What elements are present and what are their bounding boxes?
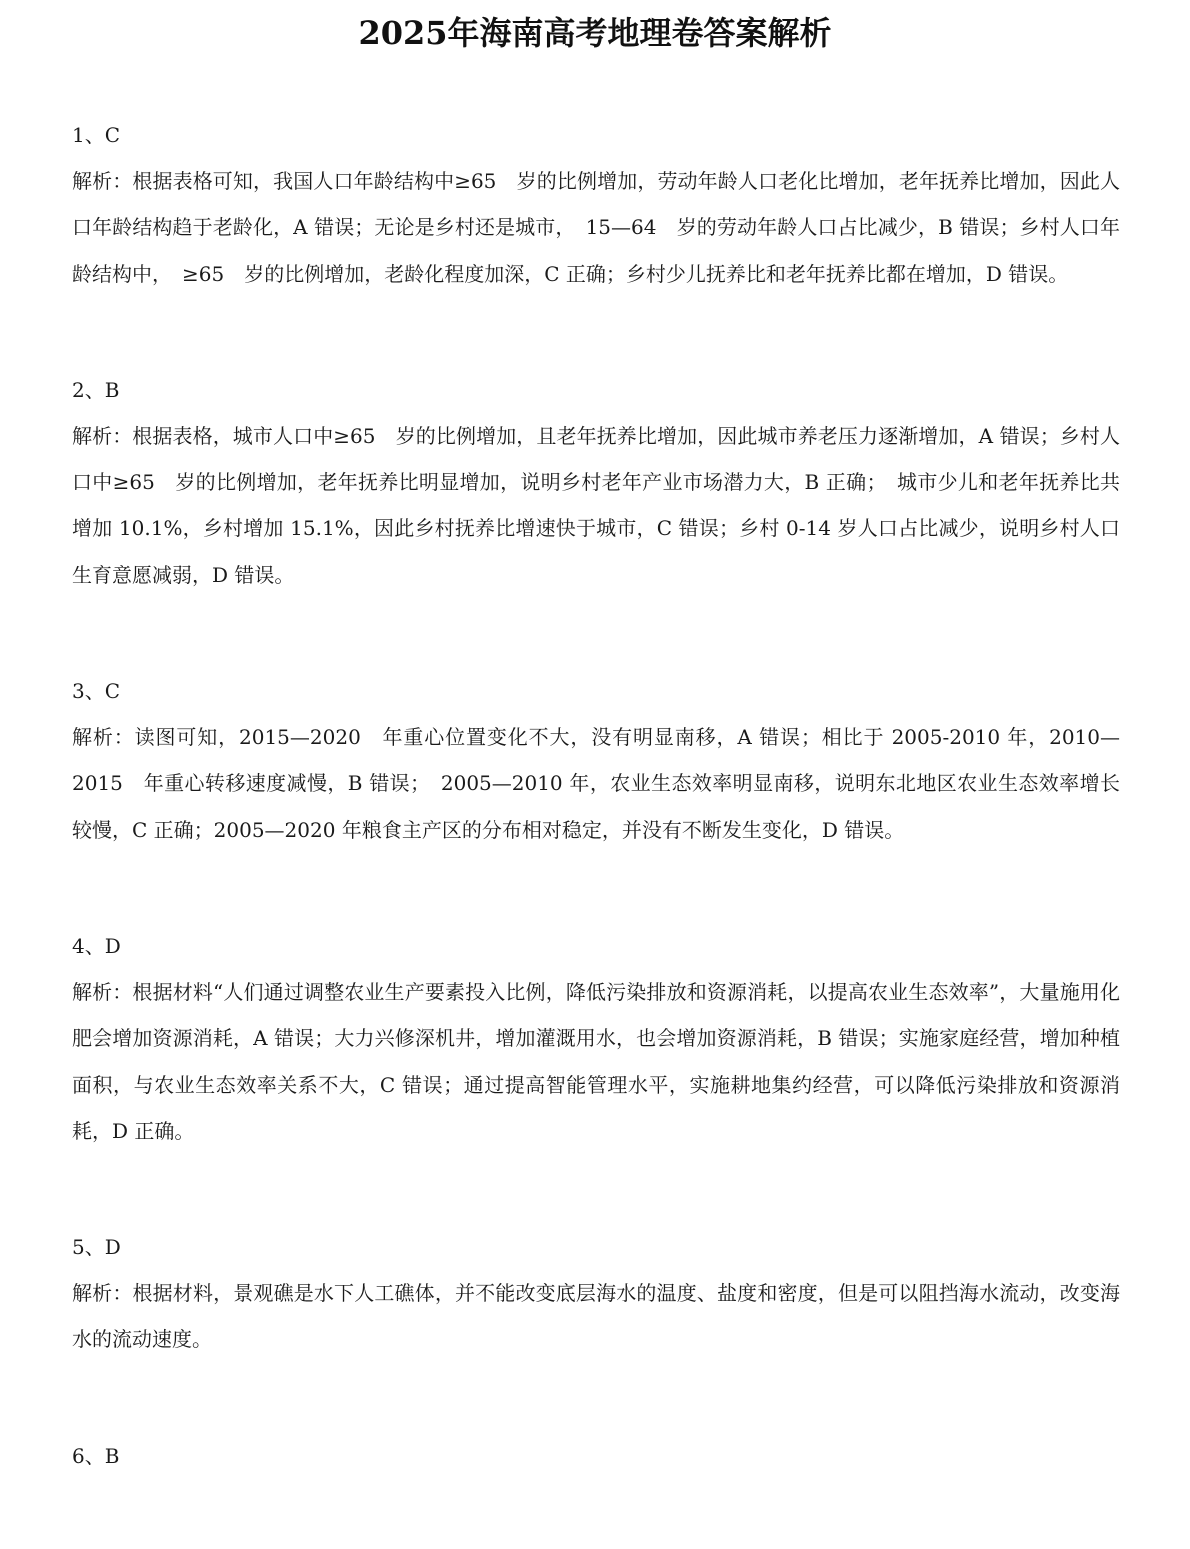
answer-analysis: 解析：根据材料“人们通过调整农业生产要素投入比例，降低污染排放和资源消耗，以提高农业生态效率”，大量施用化肥会增加资源消耗，A 错误；大力兴修深机井，增加灌溉用水，也会增加资源消耗，B 错误；实施家庭经营，增加种植面积，与农业生态效率关系不大，C 错误；通过提高智能管理水平，实施耕地集约经营，可以降低污染排放和资源消耗，D 正确。 [72,979,1120,1143]
answer-number: 4、D [72,933,121,958]
answer-item-4 [72,923,1120,1154]
answer-analysis: 解析：根据材料，景观礁是水下人工礁体，并不能改变底层海水的温度、盐度和密度，但是可以阻挡海水流动，改变海水的流动速度。 [72,1281,1120,1352]
answer-number: 5、D [72,1235,121,1260]
answer-number: 6、B [72,1443,120,1468]
answer-item-3 [72,668,1120,853]
answer-item-5 [72,1224,1120,1363]
answer-item-2 [72,367,1120,598]
answer-list [72,112,1120,1549]
answer-item-1 [72,112,1120,297]
document-title: 2025年海南高考地理卷答案解析 [358,14,832,52]
answer-number: 1、C [72,123,121,147]
answer-analysis: 解析：读图可知，2015—2020 年重心位置变化不大，没有明显南移，A 错误；相比于 2005-2010 年，2010—2015 年重心转移速度减慢，B 错误； 2005—2010 年，农业生态效率明显南移，说明东北地区农业生态效率增长较慢，C 正确；2005—2020 年粮食主产区的分布相对稳定，并没有不断发生变化，D 错误。 [72,725,1120,842]
answer-number: 2、B [72,377,120,402]
answer-item-6 [72,1433,1120,1479]
answer-analysis: 解析：根据表格，城市人口中≥65 岁的比例增加，且老年抚养比增加，因此城市养老压力逐渐增加，A 错误；乡村人口中≥65 岁的比例增加，老年抚养比明显增加，说明乡村老年产业市场潜力大，B 正确； 城市少儿和老年抚养比共增加 10.1%，乡村增加 15.1%，因此乡村抚养比增速快于城市，C 错误；乡村 0-14 岁人口占比减少，说明乡村人口生育意愿减弱，D 错误。 [72,423,1120,587]
answer-number: 3、C [72,679,121,704]
answer-analysis: 解析：根据表格可知，我国人口年龄结构中≥65 岁的比例增加，劳动年龄人口老化比增加，老年抚养比增加，因此人口年龄结构趋于老龄化，A 错误；无论是乡村还是城市， 15—64 岁的劳动年龄人口占比减少，B 错误；乡村人口年龄结构中， ≥65 岁的比例增加，老龄化程度加深，C 正确；乡村少儿抚养比和老年抚养比都在增加，D 错误。 [72,169,1120,286]
